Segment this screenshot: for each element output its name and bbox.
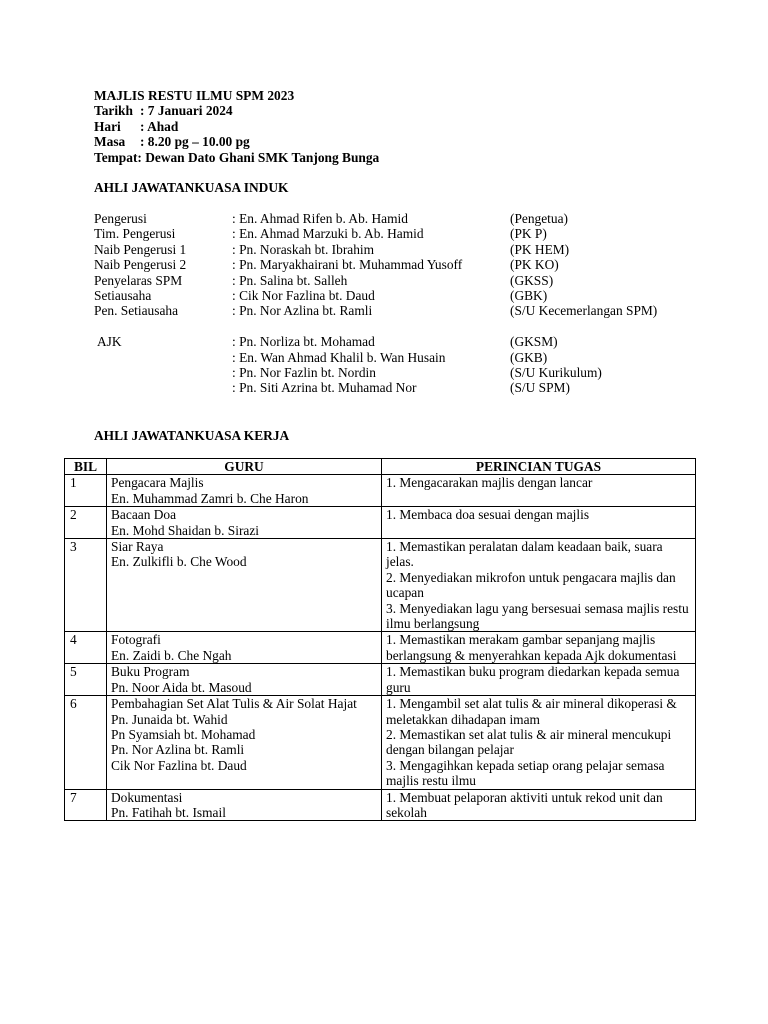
teacher-name: Pn. Junaida bt. Wahid [111,711,228,727]
committee-member-row [94,257,657,272]
event-date: Tarikh : 7 Januari 2024 [94,103,233,119]
ajk-label: AJK [97,334,122,350]
row-tasks [382,539,696,632]
member-position: (PK P) [510,226,547,242]
teacher-name: Cik Nor Fazlina bt. Daud [111,757,247,773]
task-item: 2. Memastikan set alat tulis & air mineral mencukupi dengan bilangan pelajar [386,726,672,758]
event-title: MAJLIS RESTU ILMU SPM 2023 [94,88,295,103]
duty-name: Pengacara Majlis [111,475,204,491]
member-role: Pen. Setiausaha [94,303,179,319]
duty-name: Bacaan Doa [111,507,177,523]
duty-name: Buku Program [111,664,190,680]
ajk-member-row [94,380,657,395]
member-name: : En. Ahmad Marzuki b. Ab. Hamid [232,226,424,242]
row-number: 4 [65,632,107,664]
task-item: 1. Membaca doa sesuai dengan majlis [386,507,590,523]
row-number: 7 [65,789,107,821]
row-number: 3 [65,539,107,632]
member-name: : Pn. Nor Azlina bt. Ramli [232,303,373,319]
row-number: 1 [65,475,107,507]
committee-member-row [94,303,657,318]
task-item: 3. Mengagihkan kepada setiap orang pelajar semasa majlis restu ilmu [386,757,665,789]
header-tasks: PERINCIAN TUGAS [382,459,696,475]
table-row [65,507,696,539]
committee-member-row [94,242,657,257]
row-number: 5 [65,664,107,696]
member-position: (GKB) [510,349,548,365]
table-row [65,632,696,664]
member-position: (PK KO) [510,257,559,273]
member-name: : Pn. Norliza bt. Mohamad [232,334,375,350]
teacher-name: Pn Syamsiah bt. Mohamad [111,726,256,742]
teacher-name: Pn. Noor Aida bt. Masoud [111,679,252,695]
member-role: Naib Pengerusi 1 [94,241,187,257]
header-bil: BIL [65,459,107,475]
header-guru: GURU [107,459,382,475]
row-tasks [382,632,696,664]
ajk-member-row [94,365,657,380]
member-name: : En. Ahmad Rifen b. Ab. Hamid [232,211,408,226]
task-item: 1. Membuat pelaporan aktiviti untuk rekod unit dan sekolah [386,789,663,820]
member-role: Pengerusi [94,211,147,226]
member-position: (PK HEM) [510,241,570,257]
member-name: : Pn. Siti Azrina bt. Muhamad Nor [232,380,417,396]
member-name: : Cik Nor Fazlina bt. Daud [232,287,375,303]
duty-name: Pembahagian Set Alat Tulis & Air Solat Hajat [111,696,357,712]
event-header [94,88,379,165]
member-name: : Pn. Nor Fazlin bt. Nordin [232,364,376,380]
teacher-name: En. Zulkifli b. Che Wood [111,554,247,570]
member-position: (S/U Kurikulum) [510,364,602,380]
ajk-member-row [94,334,657,349]
member-name: : Pn. Noraskah bt. Ibrahim [232,241,375,257]
member-role: Penyelaras SPM [94,272,183,288]
work-committee-table [64,458,696,821]
task-item: 1. Memastikan merakam gambar sepanjang majlis berlangsung & menyerahkan kepada Ajk dokumentasi [386,632,677,663]
member-position: (GBK) [510,287,548,303]
row-guru [107,696,382,789]
member-role: Tim. Pengerusi [94,226,176,242]
committee-member-row [94,288,657,303]
duty-name: Fotografi [111,632,161,648]
table-row [65,475,696,507]
member-position: (S/U SPM) [510,380,570,396]
work-committee-title: AHLI JAWATANKUASA KERJA [94,428,290,443]
row-guru [107,539,382,632]
member-name: : Pn. Salina bt. Salleh [232,272,348,288]
row-guru [107,507,382,539]
table-row [65,789,696,821]
event-venue: Tempat: Dewan Dato Ghani SMK Tanjong Bunga [94,149,380,165]
duty-name: Dokumentasi [111,789,183,805]
event-day: Hari : Ahad [94,118,179,134]
row-tasks [382,789,696,821]
table-row [65,664,696,696]
task-item: 1. Memastikan peralatan dalam keadaan baik, suara jelas. [386,539,663,570]
ajk-label [94,380,232,395]
member-name: : Pn. Maryakhairani bt. Muhammad Yusoff [232,257,463,273]
task-item: 1. Mengacarakan majlis dengan lancar [386,475,593,491]
committee-member-row [94,226,657,241]
teacher-name: En. Muhammad Zamri b. Che Haron [111,490,309,506]
row-guru [107,664,382,696]
row-tasks [382,507,696,539]
member-position: (GKSM) [510,334,558,350]
teacher-name: En. Zaidi b. Che Ngah [111,647,232,663]
committee-member-row [94,273,657,288]
ajk-member-row [94,350,657,365]
task-item: 1. Mengambil set alat tulis & air mineral dikoperasi & meletakkan dihadapan imam [386,696,677,727]
member-position: (Pengetua) [510,211,569,226]
teacher-name: Pn. Fatihah bt. Ismail [111,804,226,820]
main-committee-title: AHLI JAWATANKUASA INDUK [94,180,289,195]
task-item: 2. Menyediakan mikrofon untuk pengacara majlis dan ucapan [386,569,676,601]
table-row [65,539,696,632]
ajk-label [94,365,232,380]
member-position: (S/U Kecemerlangan SPM) [510,303,658,319]
duty-name: Siar Raya [111,539,164,555]
row-guru [107,789,382,821]
member-role: Setiausaha [94,287,152,303]
teacher-name: Pn. Nor Azlina bt. Ramli [111,742,245,758]
teacher-name: En. Mohd Shaidan b. Sirazi [111,522,260,538]
row-tasks [382,696,696,789]
table-row [65,696,696,789]
committee-member-row [94,211,657,226]
member-position: (GKSS) [510,272,554,288]
row-number: 6 [65,696,107,789]
main-committee-list [94,211,657,396]
task-item: 3. Menyediakan lagu yang bersesuai semasa majlis restu ilmu berlangsung [386,600,689,632]
row-guru [107,632,382,664]
task-item: 1. Memastikan buku program diedarkan kepada semua guru [386,664,680,695]
row-number: 2 [65,507,107,539]
row-tasks [382,664,696,696]
table-header-row [65,459,696,475]
row-guru [107,475,382,507]
event-time: Masa : 8.20 pg – 10.00 pg [94,134,250,150]
member-name: : En. Wan Ahmad Khalil b. Wan Husain [232,349,446,365]
row-tasks [382,475,696,507]
ajk-label [94,350,232,365]
member-role: Naib Pengerusi 2 [94,257,187,273]
